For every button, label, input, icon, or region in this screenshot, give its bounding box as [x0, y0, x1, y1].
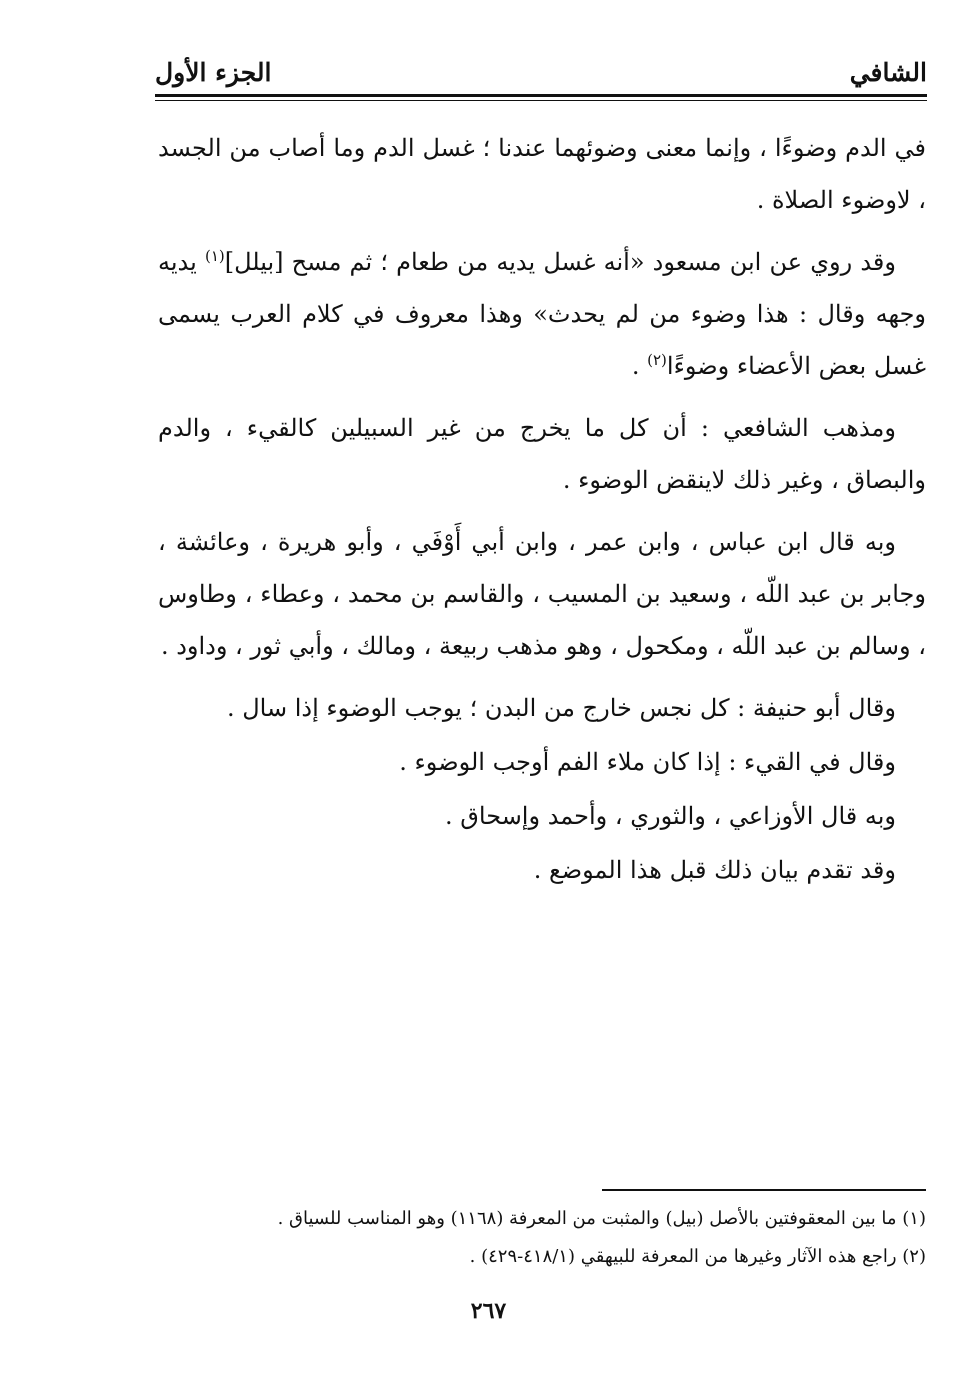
paragraph: وقد تقدم بيان ذلك قبل هذا الموضع . [533, 856, 896, 884]
part-label: الجزء الأول [155, 58, 272, 87]
paragraph-text: يديه وجهه وقال : هذا وضوء من لم يحدث» وهذا معروف في كلام العرب يسمى غسل بعض الأعضاء وضوءًا [158, 248, 926, 380]
footnotes [160, 1200, 926, 1276]
footnote-ref: (١) [204, 247, 225, 265]
paragraph [158, 236, 926, 392]
page-number: ٢٦٧ [470, 1298, 507, 1324]
paragraph: وبه قال ابن عباس ، وابن عمر ، وابن أبي أَوْفَي ، وأبو هريرة ، وعائشة ، وجابر بن عبد اللّه ، وسعيد بن المسيب ، والقاسم بن محمد ، وعطاء ، وطاوس ، وسالم بن عبد اللّه ، ومكحول ، وهو مذهب ربيعة ، ومالك ، وأبي ثور ، وداود . [158, 528, 926, 660]
paragraph: في الدم وضوءًا ، وإنما معنى وضوئهما عندنا ؛ غسل الدم وما أصاب من الجسد ، لاوضوء الصلاة . [158, 134, 926, 214]
footnote-separator [602, 1189, 926, 1191]
paragraph-text: وقد روي عن ابن مسعود «أنه غسل يديه من طعام ؛ ثم مسح [بيلل] [224, 248, 896, 276]
footnote: (٢) راجع هذه الآثار وغيرها من المعرفة للبيهقي (٤١٨/١-٤٢٩) . [469, 1246, 926, 1267]
header-rule-thin [155, 100, 927, 101]
paragraph: وبه قال الأوزاعي ، والثوري ، وأحمد وإسحاق . [445, 802, 896, 830]
paragraph: وقال في القيء : إذا كان ملاء الفم أوجب الوضوء . [399, 748, 896, 776]
book-title: الشافي [849, 58, 927, 87]
paragraph: وقال أبو حنيفة : كل نجس خارج من البدن ؛ يوجب الوضوء إذا سال . [226, 694, 896, 722]
running-header [155, 52, 927, 96]
footnote-ref: (٢) [647, 351, 667, 369]
header-rule-thick [155, 94, 927, 97]
footnote: (١) ما بين المعقوفتين بالأصل (بيل) والمثبت من المعرفة (١١٦٨) وهو المناسب للسياق . [277, 1208, 926, 1229]
paragraph: ومذهب الشافعي : أن كل ما يخرج من غير السبيلين كالقيء ، والدم والبصاق ، وغير ذلك لاينقض الوضوء . [158, 414, 926, 494]
main-text [158, 122, 926, 898]
paragraph-text: . [631, 352, 648, 380]
